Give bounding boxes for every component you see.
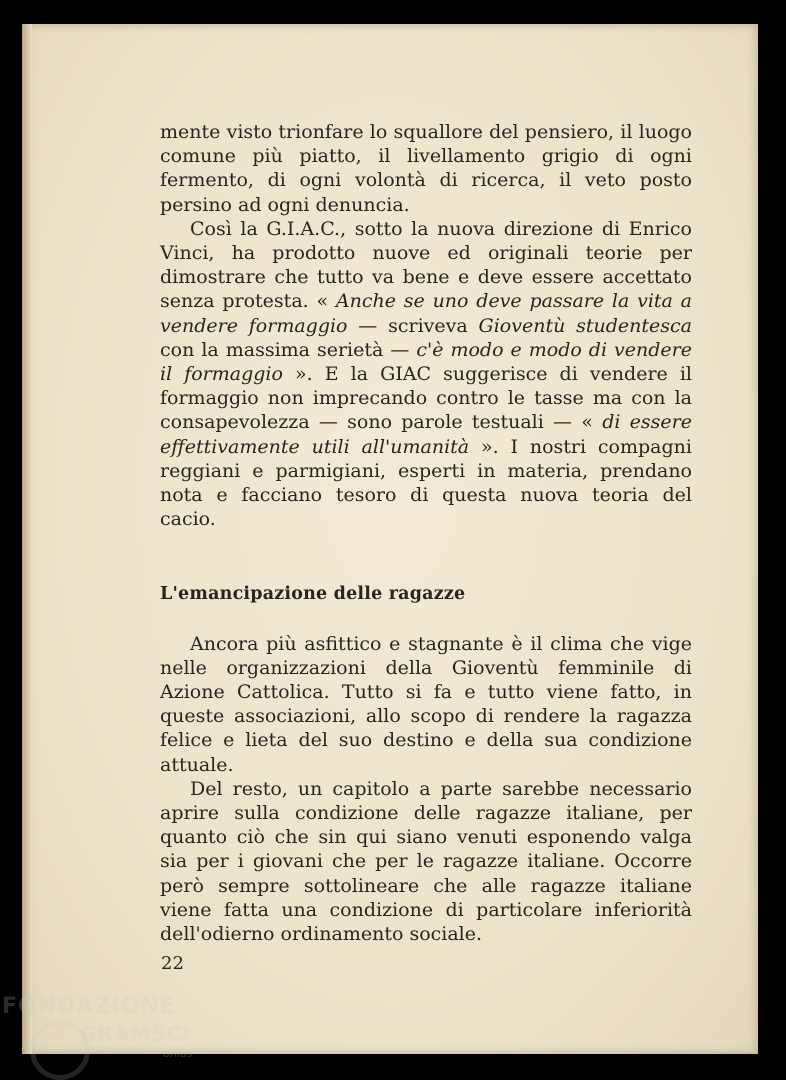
- italic-run: Gioventù studentesca: [478, 314, 692, 337]
- paragraph: [160, 217, 692, 532]
- watermark-line3: onlus: [163, 1047, 193, 1060]
- text-run: con la massima serietà —: [160, 338, 417, 361]
- paragraph: [160, 632, 692, 777]
- page-number: 22: [161, 953, 184, 974]
- watermark-line2: GRAMSCI: [80, 1022, 191, 1046]
- paragraph: [160, 120, 692, 217]
- text-run: — scriveva: [347, 314, 479, 337]
- page-spine-shadow: [22, 24, 32, 1054]
- text-run: ». E la GIAC suggerisce di vendere il formaggio non imprecando contro le tasse ma con la consapevolezza — sono parole testuali — «: [160, 363, 692, 434]
- text-run: mente visto trionfare lo squallore del pensiero, il luogo comune più piatto, il livellamento grigio di ogni fermento, di ogni volontà di ricerca, il veto posto persino ad ogni denuncia.: [160, 121, 692, 216]
- italic-run: di essere effettivamente utili all'umanità: [160, 411, 692, 458]
- text-run: ». I nostri compagni reggiani e parmigiani, esperti in materia, prendano nota e facciano tesoro di questa nuova teoria del cacio.: [160, 435, 692, 531]
- text-run: Così la G.I.A.C., sotto la nuova direzione di Enrico Vinci, ha prodotto nuove ed originali teorie per dimostrare che tutto va bene e deve essere accettato senza protesta. «: [160, 217, 692, 313]
- book-page: [22, 24, 758, 1054]
- section-before-heading: [160, 120, 692, 531]
- watermark-line1: FONDAZIONE: [2, 994, 176, 1019]
- section-after-heading: [160, 632, 692, 947]
- page-text: [160, 120, 692, 946]
- text-run: Del resto, un capitolo a parte sarebbe necessario aprire sulla condizione delle ragazze italiane, per quanto ciò che sin qui siano venuti esponendo valga sia per i giovani che per le ragazze italiane. Occorre però sempre sottolineare che alle ragazze italiane viene fatta una condizione di particolare inferiorità dell'odierno ordinamento sociale.: [160, 777, 692, 946]
- paragraph: [160, 777, 692, 946]
- italic-run: Anche se uno deve passare la vita a vendere formaggio: [160, 290, 692, 337]
- section-heading: L'emancipazione delle ragazze: [160, 584, 466, 605]
- italic-run: c'è modo e modo di vendere il formaggio: [160, 338, 692, 386]
- text-run: Ancora più asfittico e stagnante è il clima che vige nelle organizzazioni della Gioventù femminile di Azione Cattolica. Tutto si fa e tutto viene fatto, in queste associazioni, allo scopo di rendere la ragazza felice e lieta del suo destino e della sua condizione attuale.: [160, 632, 692, 776]
